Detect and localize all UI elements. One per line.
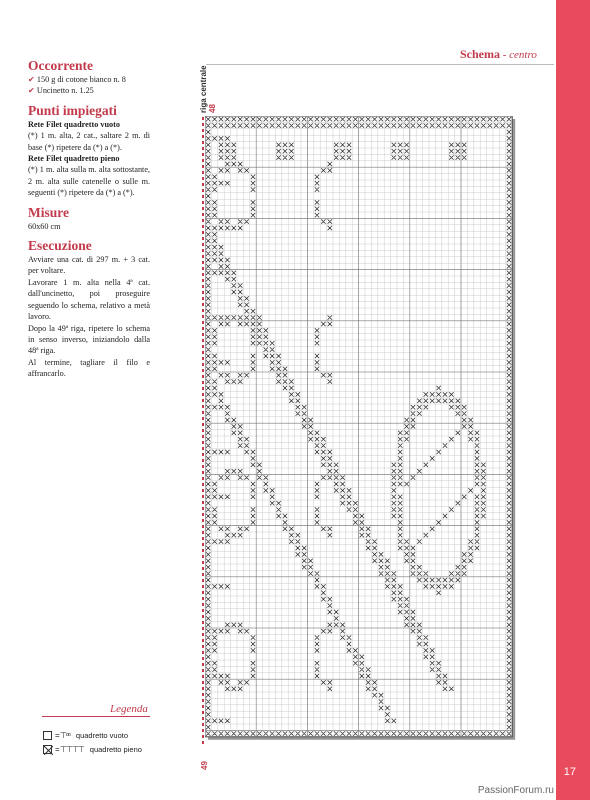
punti-sub1: Rete Filet quadretto vuoto [28,119,120,129]
occorrente-item: ✔ Uncinetto n. 1.25 [28,86,94,96]
esecuzione-title: Esecuzione [28,238,92,254]
center-row-marker [202,117,204,747]
schema-separator: - [500,49,510,61]
section-misure [28,205,150,232]
legend-rule [42,716,150,717]
legend-title: Legenda [110,703,148,715]
schema-title: Schema [460,47,500,61]
empty-label: quadretto vuoto [75,730,129,740]
filet-chart [205,116,519,750]
legend-empty [43,729,128,741]
esecuzione-p3: Dopo la 49ª riga, ripetere lo schema in senso inverso, iniziandolo dalla 48ª riga. [28,323,150,356]
punti-text2: (*) 1 m. alta sulla m. alta sottostante, 2 m. alta sulle catenelle o sulle m. seguenti (*) ripetere da (*) a (*). [28,165,150,198]
esecuzione-p2: Lavorare 1 m. alta nella 4ª cat. dall'uncinetto, poi proseguire seguendo lo schema, relativo a metà lavoro. [28,277,150,322]
occorrente-title: Occorrente [28,58,93,73]
empty-square-icon [43,731,52,740]
row-48-label: 48 [208,104,217,113]
full-label: quadretto pieno [89,744,142,754]
row-49-label: 49 [200,761,209,770]
watermark: PassionForum.ru [477,785,554,796]
misure-title: Misure [28,204,69,220]
esecuzione-p4: Al termine, tagliare il filo e affrancarlo. [28,357,150,379]
full-symbol: = ⊤⊤⊤⊤ [55,744,84,754]
section-punti [28,103,150,199]
instructions-column [28,58,150,386]
side-accent-strip [556,0,590,800]
punti-text1: (*) 1 m. alta, 2 cat., saltare 2 m. di base (*) ripetere da (*) a (*). [28,131,150,152]
section-esecuzione [28,238,150,379]
section-occorrente [28,58,150,97]
page-number: 17 [563,766,576,778]
check-icon: ✔ [28,86,35,96]
legend-full [43,743,142,755]
schema-subtitle: centro [509,49,537,61]
empty-symbol: = ⊤ᵒᵒ [55,730,70,740]
punti-sub2: Rete Filet quadretto pieno [28,154,120,164]
esecuzione-p1: Avviare una cat. di 297 m. + 3 cat. per voltare. [28,255,150,276]
row-label: riga centrale [199,65,208,113]
punti-title: Punti impiegati [28,102,117,118]
occorrente-item: ✔ 150 g di cotone bianco n. 8 [28,75,126,84]
cross-square-icon [43,745,52,754]
schema-header [460,47,537,62]
misure-text: 60x60 cm [28,221,61,231]
check-icon: ✔ [28,75,35,84]
header-rule [206,64,554,65]
